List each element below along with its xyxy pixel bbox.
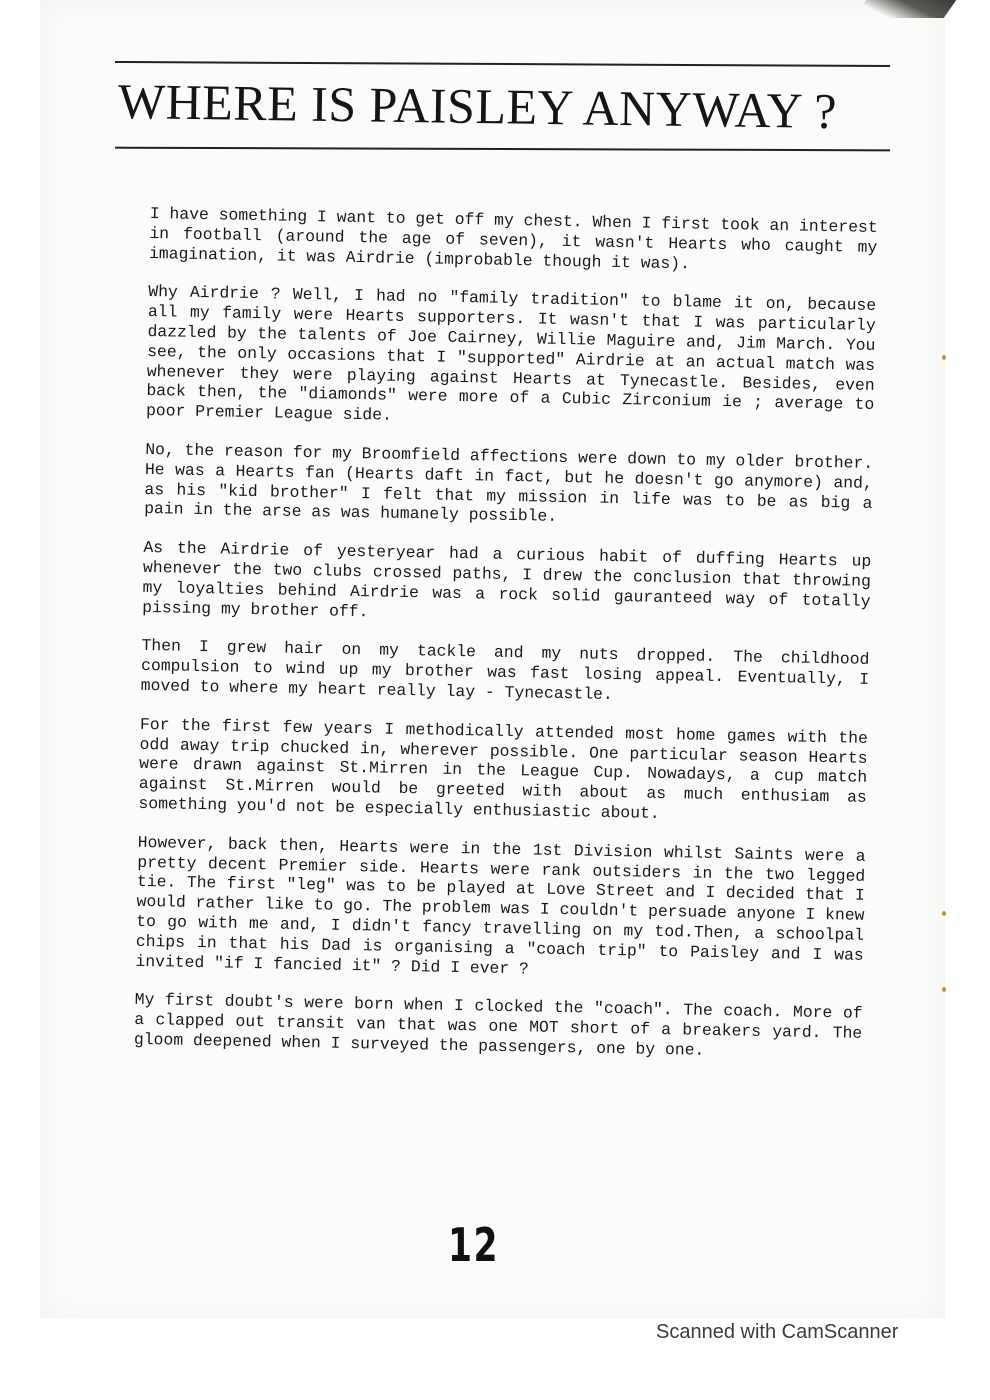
- article-paragraph: My first doubt's were born when I clocked the "coach". The coach. More of a clapped out transit van that was one MOT short of a breakers yard. The gloom deepened when I surveyed the passengers, one by one.: [133, 990, 863, 1060]
- article-paragraph: Then I grew hair on my tackle and my nuts dropped. The childhood compulsion to wind up my brother was fast losing appeal. Eventually, I moved to where my heart really lay - Tynecastle.: [140, 636, 870, 704]
- paper-speck: [942, 911, 946, 916]
- article-paragraph: For the first few years I methodically attended most home games with the odd away trip chucked in, wherever possible. One particular season Hearts were drawn against St.Mirren in the League Cup. Nowadays, a cup match against St.Mirren would be greeted with about as much enthusiam as something you'd not be especially enthusiastic about.: [138, 714, 869, 823]
- article-paragraph: However, back then, Hearts were in the 1st Division whilst Saints were a pretty decent Premier side. Hearts were rank outsiders in the two legged tie. The first "leg" was to be played at Love Street and I decided that I would rather like to go. The problem was I couldn't persuade anyone I knew to go with me and, I didn't fancy travelling on my tod.Then, a schoolpal chips in that his Dad is organising a "coach trip" to Paisley and I was invited "if I fancied it" ? Did I ever ?: [135, 832, 866, 978]
- article-paragraph: I have something I want to get off my chest. When I first took an interest in football (around the age of seven), it wasn't Hearts who caught my imagination, it was Airdrie (improbable though it was).: [148, 204, 878, 273]
- scanner-watermark: Scanned with CamScanner: [656, 1321, 899, 1343]
- article-title: WHERE IS PAISLEY ANYWAY ?: [117, 73, 838, 140]
- article-paragraph: Why Airdrie ? Well, I had no "family tradition" to blame it on, because all my family were Hearts supporters. It wasn't that I was particularly dazzled by the talents of Joe Cairney, Willie Maguire and, Jim March. You see, the only occasions that I "supported" Airdrie at an actual match was whenever they were playing against Hearts at Tynecastle. Besides, even back then, the "diamonds" were more of a Cubic Zirconium ie ; average to poor Premier League side.: [145, 282, 877, 425]
- paper-speck: [942, 987, 946, 992]
- paper-speck: [942, 355, 946, 360]
- page-corner-shadow: [854, 0, 957, 18]
- article-body: [133, 204, 877, 1083]
- article-paragraph: No, the reason for my Broomfield affections were down to my older brother. He was a Hearts fan (Hearts daft in fact, but he doesn't go anymore) and, as his "kid brother" I felt that my mission in life was to be as big a pain in the arse as was humanely possible.: [143, 439, 874, 527]
- article-paragraph: As the Airdrie of yesteryear had a curious habit of duffing Hearts up whenever the two clubs crossed paths, I drew the conclusion that throwing my loyalties behind Airdrie was a rock solid gauranteed way of totally pissing my brother off.: [142, 538, 872, 621]
- page-number: 12: [448, 1218, 500, 1272]
